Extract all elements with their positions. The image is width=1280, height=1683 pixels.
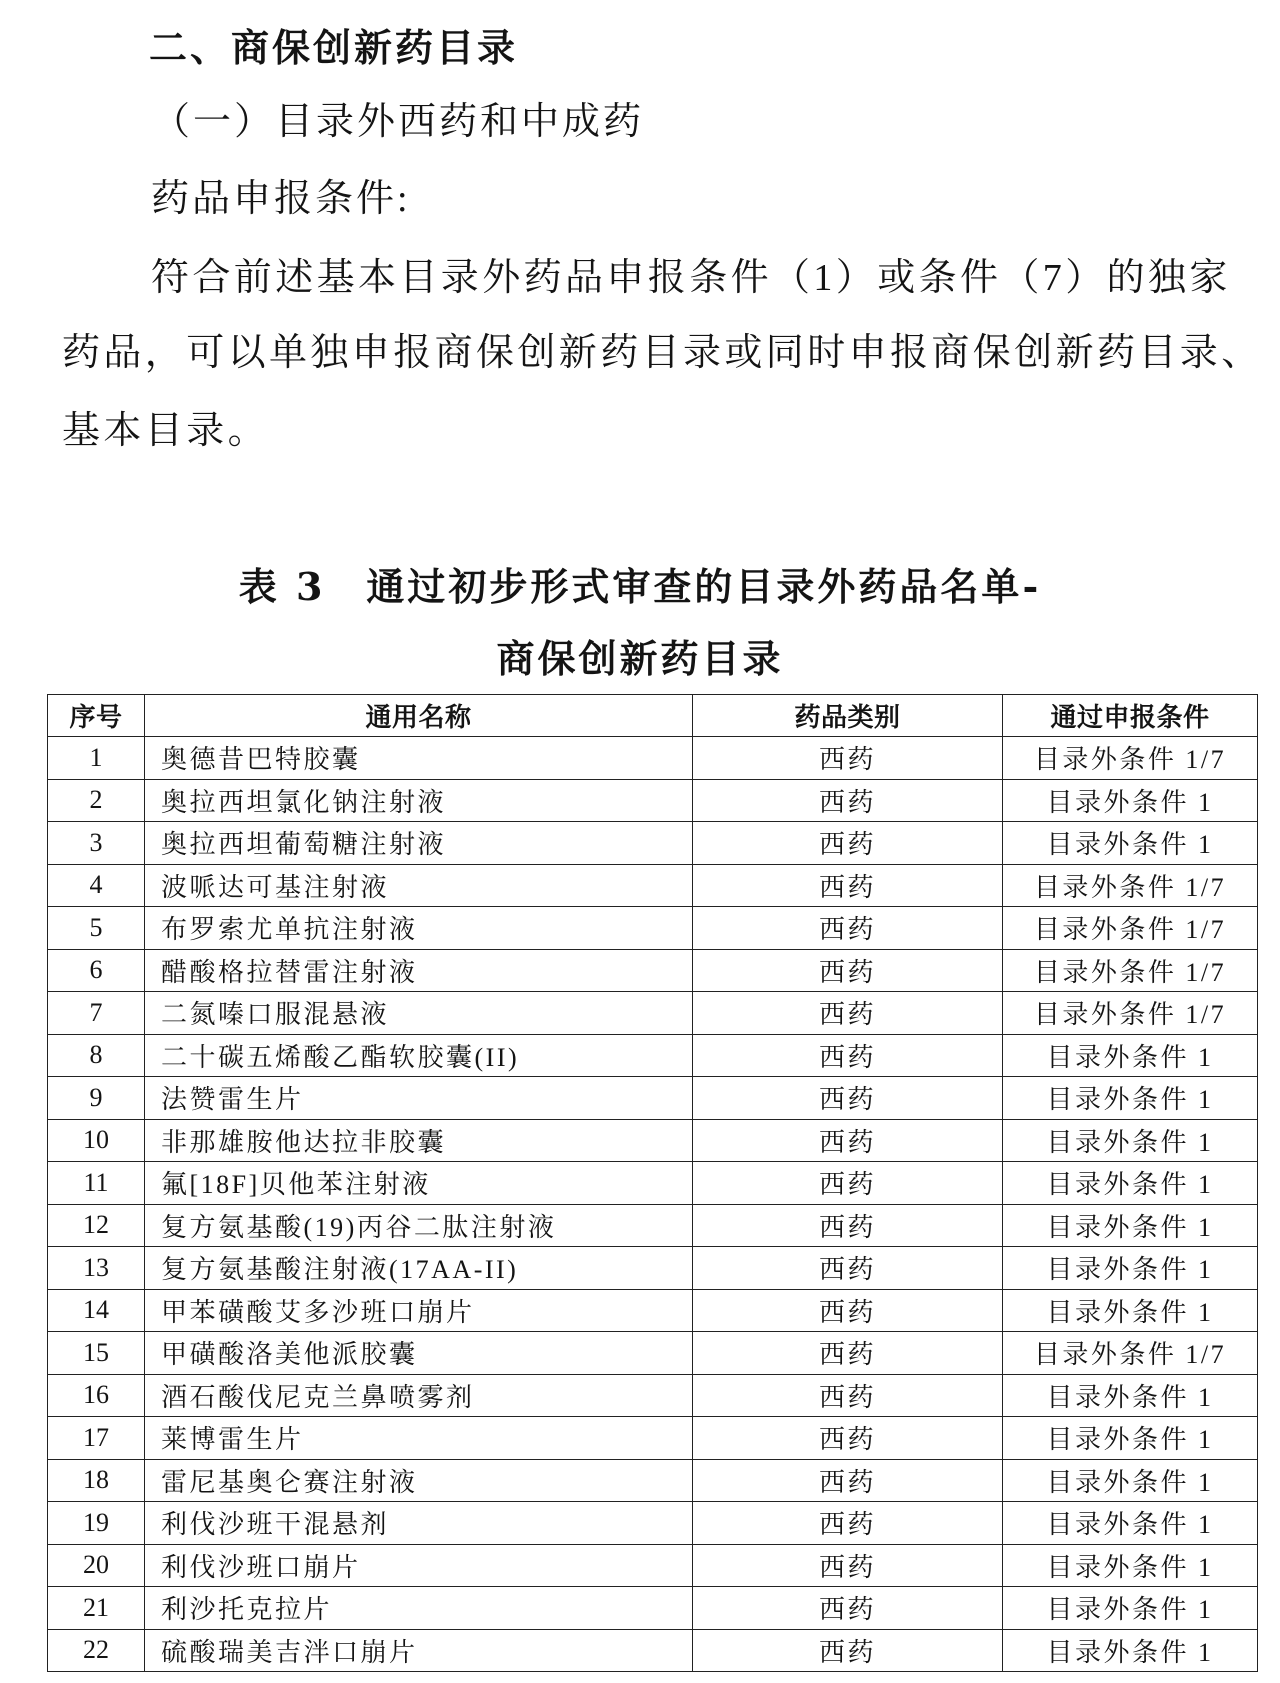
- drug-name-cell: 莱博雷生片: [145, 1417, 693, 1460]
- table-row: [48, 1459, 1258, 1502]
- declaration-condition-cell: 目录外条件 1: [1003, 1587, 1258, 1630]
- drug-category-cell: 西药: [693, 779, 1003, 822]
- drug-name-cell: 法赞雷生片: [145, 1077, 693, 1120]
- table-row: [48, 1374, 1258, 1417]
- declaration-condition-cell: 目录外条件 1: [1003, 1289, 1258, 1332]
- drug-category-cell: 西药: [693, 1077, 1003, 1120]
- drug-category-cell: 西药: [693, 1247, 1003, 1290]
- drug-category-cell: 西药: [693, 907, 1003, 950]
- table-row: [48, 949, 1258, 992]
- drug-category-cell: 西药: [693, 1544, 1003, 1587]
- paragraph-line: 药品，可以单独申报商保创新药目录或同时申报商保创新药目录、: [62, 332, 1263, 374]
- drug-category-cell: 西药: [693, 1289, 1003, 1332]
- table-row: [48, 907, 1258, 950]
- drug-name-cell: 非那雄胺他达拉非胶囊: [145, 1119, 693, 1162]
- drug-category-cell: 西药: [693, 1502, 1003, 1545]
- table-title-line: 表 3 通过初步形式审查的目录外药品名单-: [238, 564, 1042, 609]
- row-number-cell: 15: [48, 1332, 145, 1375]
- declaration-condition-cell: 目录外条件 1/7: [1003, 1332, 1258, 1375]
- drug-name-cell: 复方氨基酸(19)丙谷二肽注射液: [145, 1204, 693, 1247]
- row-number-cell: 3: [48, 822, 145, 865]
- table-header-row: [48, 695, 1258, 737]
- table-header: [48, 695, 1258, 737]
- drug-category-cell: 西药: [693, 992, 1003, 1035]
- section-heading: 二、商保创新药目录: [149, 26, 519, 70]
- subsection-heading: （一）目录外西药和中成药: [152, 101, 645, 143]
- declaration-condition-cell: 目录外条件 1: [1003, 1034, 1258, 1077]
- drug-category-cell: 西药: [693, 864, 1003, 907]
- table-row: [48, 1289, 1258, 1332]
- table-row: [48, 1162, 1258, 1205]
- table-row: [48, 822, 1258, 865]
- drug-name-cell: 醋酸格拉替雷注射液: [145, 949, 693, 992]
- drug-name-cell: 奥拉西坦氯化钠注射液: [145, 779, 693, 822]
- row-number-cell: 2: [48, 779, 145, 822]
- row-number-cell: 1: [48, 737, 145, 780]
- drug-category-cell: 西药: [693, 822, 1003, 865]
- table-row: [48, 779, 1258, 822]
- drug-category-cell: 西药: [693, 1629, 1003, 1672]
- table-row: [48, 1544, 1258, 1587]
- drug-name-cell: 氟[18F]贝他苯注射液: [145, 1162, 693, 1205]
- paragraph-line: 基本目录。: [62, 410, 270, 452]
- header-drug-category: 药品类别: [693, 695, 1003, 737]
- drug-name-cell: 波哌达可基注射液: [145, 864, 693, 907]
- row-number-cell: 13: [48, 1247, 145, 1290]
- table-row: [48, 1629, 1258, 1672]
- header-serial-number: 序号: [48, 695, 145, 737]
- table-row: [48, 1587, 1258, 1630]
- drug-category-cell: 西药: [693, 1162, 1003, 1205]
- drug-name-cell: 雷尼基奥仑赛注射液: [145, 1459, 693, 1502]
- declaration-condition-cell: 目录外条件 1: [1003, 1502, 1258, 1545]
- table-row: [48, 1077, 1258, 1120]
- drug-name-cell: 甲苯磺酸艾多沙班口崩片: [145, 1289, 693, 1332]
- row-number-cell: 8: [48, 1034, 145, 1077]
- row-number-cell: 17: [48, 1417, 145, 1460]
- row-number-cell: 16: [48, 1374, 145, 1417]
- drug-name-cell: 复方氨基酸注射液(17AA-II): [145, 1247, 693, 1290]
- row-number-cell: 5: [48, 907, 145, 950]
- drug-name-cell: 硫酸瑞美吉泮口崩片: [145, 1629, 693, 1672]
- declaration-condition-cell: 目录外条件 1: [1003, 1374, 1258, 1417]
- drug-name-cell: 奥德昔巴特胶囊: [145, 737, 693, 780]
- drug-category-cell: 西药: [693, 1034, 1003, 1077]
- table-body: [48, 737, 1258, 1672]
- drug-category-cell: 西药: [693, 1204, 1003, 1247]
- table-row: [48, 1332, 1258, 1375]
- table-row: [48, 1034, 1258, 1077]
- declaration-condition-cell: 目录外条件 1: [1003, 1119, 1258, 1162]
- row-number-cell: 18: [48, 1459, 145, 1502]
- declaration-condition-cell: 目录外条件 1: [1003, 1077, 1258, 1120]
- drug-name-cell: 利沙托克拉片: [145, 1587, 693, 1630]
- table-row: [48, 992, 1258, 1035]
- declaration-condition-cell: 目录外条件 1/7: [1003, 737, 1258, 780]
- declaration-condition-cell: 目录外条件 1/7: [1003, 907, 1258, 950]
- drug-category-cell: 西药: [693, 1119, 1003, 1162]
- declaration-condition-cell: 目录外条件 1: [1003, 1162, 1258, 1205]
- drug-category-cell: 西药: [693, 1374, 1003, 1417]
- table-row: [48, 864, 1258, 907]
- drug-name-cell: 利伐沙班干混悬剂: [145, 1502, 693, 1545]
- drug-name-cell: 利伐沙班口崩片: [145, 1544, 693, 1587]
- declaration-condition-cell: 目录外条件 1: [1003, 1459, 1258, 1502]
- declaration-condition-cell: 目录外条件 1: [1003, 1544, 1258, 1587]
- declaration-condition-cell: 目录外条件 1/7: [1003, 864, 1258, 907]
- drug-category-cell: 西药: [693, 737, 1003, 780]
- declaration-condition-cell: 目录外条件 1: [1003, 1629, 1258, 1672]
- table-row: [48, 737, 1258, 780]
- row-number-cell: 7: [48, 992, 145, 1035]
- drug-name-cell: 布罗索尤单抗注射液: [145, 907, 693, 950]
- declaration-condition-cell: 目录外条件 1: [1003, 1247, 1258, 1290]
- row-number-cell: 11: [48, 1162, 145, 1205]
- drug-category-cell: 西药: [693, 1417, 1003, 1460]
- table-row: [48, 1502, 1258, 1545]
- drug-name-cell: 甲磺酸洛美他派胶囊: [145, 1332, 693, 1375]
- drug-category-cell: 西药: [693, 949, 1003, 992]
- drug-name-cell: 奥拉西坦葡萄糖注射液: [145, 822, 693, 865]
- drug-name-cell: 酒石酸伐尼克兰鼻喷雾剂: [145, 1374, 693, 1417]
- row-number-cell: 20: [48, 1544, 145, 1587]
- declaration-condition-cell: 目录外条件 1: [1003, 822, 1258, 865]
- row-number-cell: 12: [48, 1204, 145, 1247]
- drug-list-table: [47, 694, 1258, 1672]
- paragraph-line: 符合前述基本目录外药品申报条件（1）或条件（7）的独家: [151, 257, 1231, 299]
- table-row: [48, 1119, 1258, 1162]
- conditions-label: 药品申报条件:: [151, 178, 411, 220]
- row-number-cell: 4: [48, 864, 145, 907]
- drug-name-cell: 二氮嗪口服混悬液: [145, 992, 693, 1035]
- header-declaration-condition: 通过申报条件: [1003, 695, 1258, 737]
- row-number-cell: 10: [48, 1119, 145, 1162]
- drug-category-cell: 西药: [693, 1587, 1003, 1630]
- declaration-condition-cell: 目录外条件 1: [1003, 779, 1258, 822]
- table-title-line: 商保创新药目录: [496, 636, 784, 681]
- row-number-cell: 14: [48, 1289, 145, 1332]
- table-row: [48, 1247, 1258, 1290]
- row-number-cell: 22: [48, 1629, 145, 1672]
- declaration-condition-cell: 目录外条件 1/7: [1003, 949, 1258, 992]
- drug-category-cell: 西药: [693, 1332, 1003, 1375]
- drug-name-cell: 二十碳五烯酸乙酯软胶囊(II): [145, 1034, 693, 1077]
- drug-category-cell: 西药: [693, 1459, 1003, 1502]
- declaration-condition-cell: 目录外条件 1/7: [1003, 992, 1258, 1035]
- row-number-cell: 6: [48, 949, 145, 992]
- declaration-condition-cell: 目录外条件 1: [1003, 1204, 1258, 1247]
- declaration-condition-cell: 目录外条件 1: [1003, 1417, 1258, 1460]
- table-row: [48, 1417, 1258, 1460]
- row-number-cell: 21: [48, 1587, 145, 1630]
- row-number-cell: 9: [48, 1077, 145, 1120]
- table-row: [48, 1204, 1258, 1247]
- row-number-cell: 19: [48, 1502, 145, 1545]
- header-generic-name: 通用名称: [145, 695, 693, 737]
